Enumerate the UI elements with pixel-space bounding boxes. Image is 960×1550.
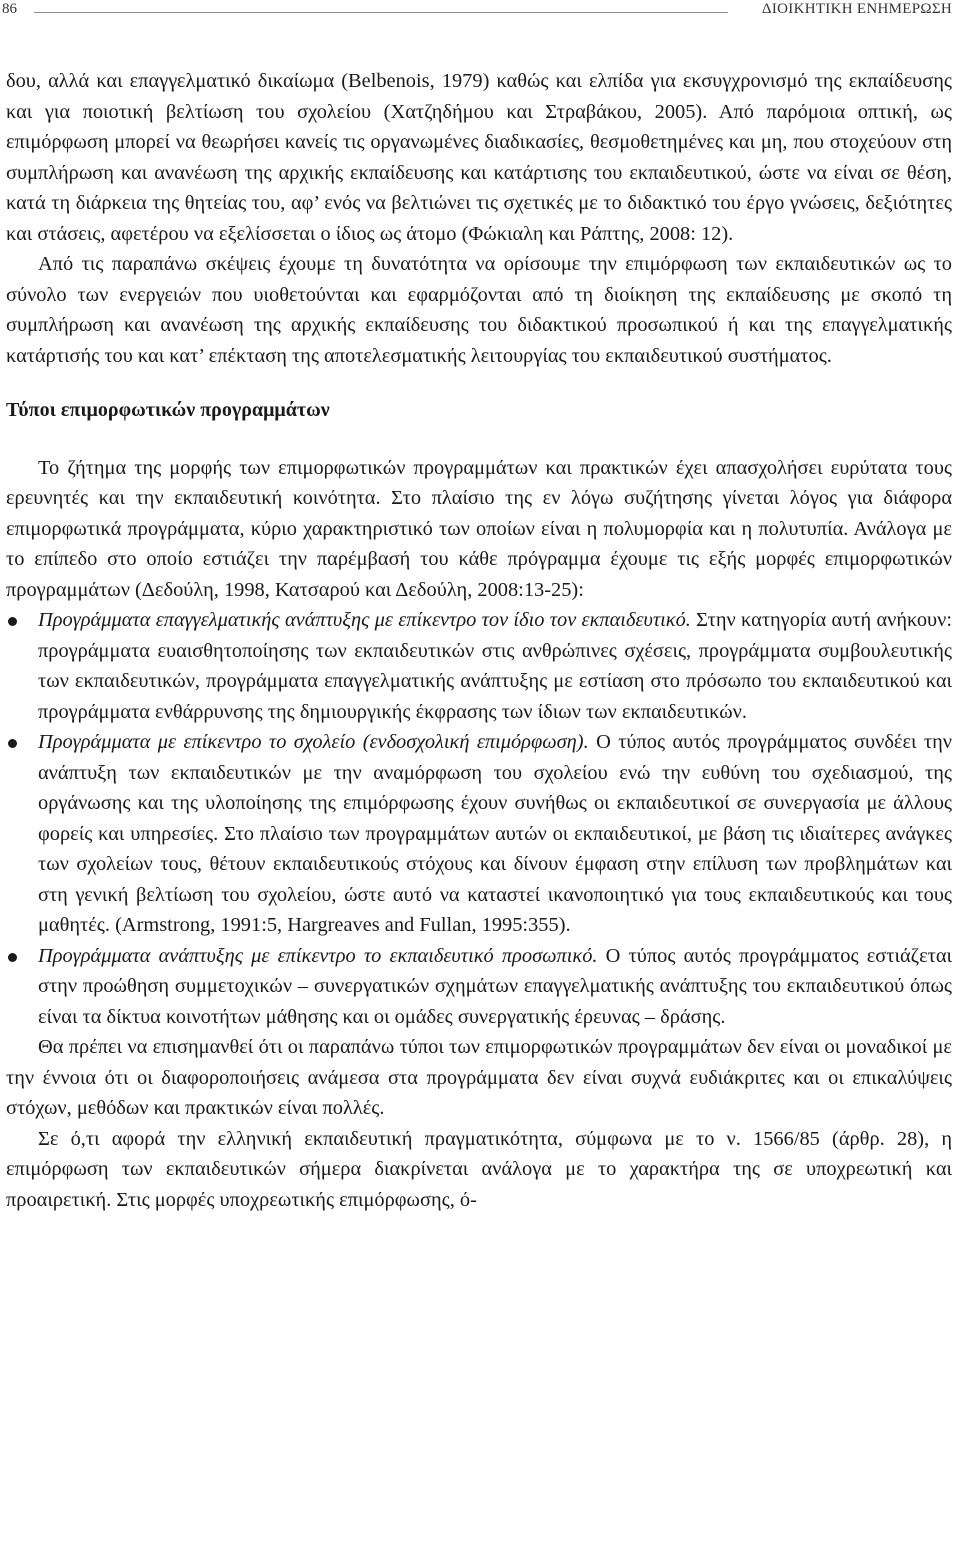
list-item: [6, 727, 952, 941]
running-title: ΔΙΟΙΚΗΤΙΚΗ ΕΝΗΜΕΡΩΣΗ: [761, 1, 952, 17]
paragraph: Το ζήτημα της μορφής των επιμορφωτικών προγραμμάτων και πρακτικών έχει απασχολήσει ευρύτατα τους ερευνητές και την εκπαιδευτική κοινότητα. Στο πλαίσιο της εν λόγω συζήτησης γίνεται λόγος για διάφορα επιμορφωτικά προγράμματα, κύριο χαρακτηριστικό των οποίων είναι η πολυμορφία και η πολυτυπία. Ανάλογα με το επίπεδο στο οποίο εστιάζει την παρέμβασή του κάθε πρόγραμμα έχουμε τις εξής μορφές επιμορφωτικών προγραμμάτων (Δεδούλη, 1998, Κατσαρού και Δεδούλη, 2008:13-25):: [6, 456, 952, 601]
paragraph: δου, αλλά και επαγγελματικό δικαίωμα (Belbenois, 1979) καθώς και ελπίδα για εκσυγχρονισμό της εκπαίδευσης και για ποιοτική βελτίωση του σχολείου (Χατζηδήμου και Στραβάκου, 2005). Από παρόμοια οπτική, ως επιμόρφωση μπορεί να θεωρήσει κανείς τις οργανωμένες διαδικασίες, θεσμοθετημένες και μη, που στοχεύουν στη συμπλήρωση και ανανέωση της αρχικής εκπαίδευσης και κατάρτισης του εκπαιδευτικού, ώστε να είναι σε θέση, κατά τη διάρκεια της θητείας του, αφ’ ενός να βελτιώνει τις σχετικές με το διδακτικό του έργο γνώσεις, δεξιότητες και στάσεις, αφετέρου να εξελίσσεται ο ίδιος ως άτομο (Φώκιαλη και Ράπτης, 2008: 12).: [6, 70, 952, 245]
article-body: [6, 66, 952, 1215]
list-item-body: Στην κατηγορία αυτή ανήκουν: προγράμματα ευαισθητοποίησης των εκπαιδευτικών στις ανθρώπινες σχέσεις, προγράμματα συμβουλευτικής των εκπαιδευτικών, προγράμματα επαγγελματικής ανάπτυξης με εστίαση στο πρόσωπο του εκπαιδευτικού και προγράμματα ενθάρρυνσης της δημιουργικής έκφρασης των ίδιων των εκπαιδευτικών.: [38, 609, 953, 723]
page-number: 86: [2, 1, 17, 17]
page-header: [0, 0, 960, 22]
header-rule: [34, 12, 728, 13]
paragraph: Θα πρέπει να επισημανθεί ότι οι παραπάνω τύποι των επιμορφωτικών προγραμμάτων δεν είναι οι μοναδικοί με την έννοια ότι οι διαφοροποιήσεις ανάμεσα στα προγράμματα δεν είναι συχνά ευδιάκριτες και οι επικαλύψεις στόχων, μεθόδων και πρακτικών είναι πολλές.: [6, 1036, 952, 1119]
paragraph: Σε ό,τι αφορά την ελληνική εκπαιδευτική πραγματικότητα, σύμφωνα με το ν. 1566/85 (άρθρ. 28), η επιμόρφωση των εκπαιδευτικών σήμερα διακρίνεται ανάλογα με το χαρακτήρα της σε υποχρεωτική και προαιρετική. Στις μορφές υποχρεωτικής επιμόρφωσης, ό-: [6, 1127, 952, 1211]
list-item-body: Ο τύπος αυτός προγράμματος συνδέει την ανάπτυξη των εκπαιδευτικών με την αναμόρφωση του σχολείου ενώ την ευθύνη του σχεδιασμού, της οργάνωσης και της υλοποίησης της επιμόρφωσης έχουν συνήθως οι εκπαιδευτικοί σε συνεργασία με άλλους φορείς και υπηρεσίες. Στο πλαίσιο των προγραμμάτων αυτών οι εκπαιδευτικοί, με βάση τις ιδιαίτερες ανάγκες των σχολείων τους, θέτουν εκπαιδευτικούς στόχους και δίνουν έμφαση στην επίλυση των προβλημάτων και στη γενική βελτίωση του σχολείου, ώστε αυτό να καταστεί ικανοποιητικό για τους εκπαιδευτικούς και τους μαθητές. (Armstrong, 1991:5, Hargreaves and Fullan, 1995:355).: [38, 731, 952, 936]
list-item-body: Ο τύπος αυτός προγράμματος εστιάζεται στην προώθηση συμμετοχικών – συνεργατικών σχημάτων επαγγελματικής ανάπτυξης του εκπαιδευτικού όπως είναι τα δίκτυα κοινοτήτων μάθησης και οι ομάδες συνεργατικής έρευνας – δράσης.: [38, 944, 952, 1028]
paragraph: Από τις παραπάνω σκέψεις έχουμε τη δυνατότητα να ορίσουμε την επιμόρφωση των εκπαιδευτικών ως το σύνολο των ενεργειών που υιοθετούνται και εφαρμόζονται από τη διοίκηση της εκπαίδευσης με σκοπό τη συμπλήρωση και ανανέωση της αρχικής εκπαίδευσης του διδακτικού προσωπικού ή και της επαγγελματικής κατάρτισής του και κατ’ επέκταση της αποτελεσματικής λειτουργίας του εκπαιδευτικού συστήματος.: [6, 253, 952, 367]
bullet-icon: [8, 617, 17, 626]
bullet-icon: [8, 739, 17, 748]
section-heading: Τύποι επιμορφωτικών προγραμμάτων: [6, 399, 330, 421]
list-item: [6, 941, 952, 1033]
program-types-list: [6, 605, 952, 1032]
list-item-title: Προγράμματα με επίκεντρο το σχολείο (ενδοσχολική επιμόρφωση).: [38, 731, 589, 753]
list-item-title: Προγράμματα ανάπτυξης με επίκεντρο το εκπαιδευτικό προσωπικό.: [38, 944, 598, 967]
bullet-icon: [8, 953, 17, 962]
list-item: [6, 605, 952, 727]
list-item-title: Προγράμματα επαγγελματικής ανάπτυξης με επίκεντρο τον ίδιο τον εκπαιδευτικό.: [38, 609, 691, 631]
